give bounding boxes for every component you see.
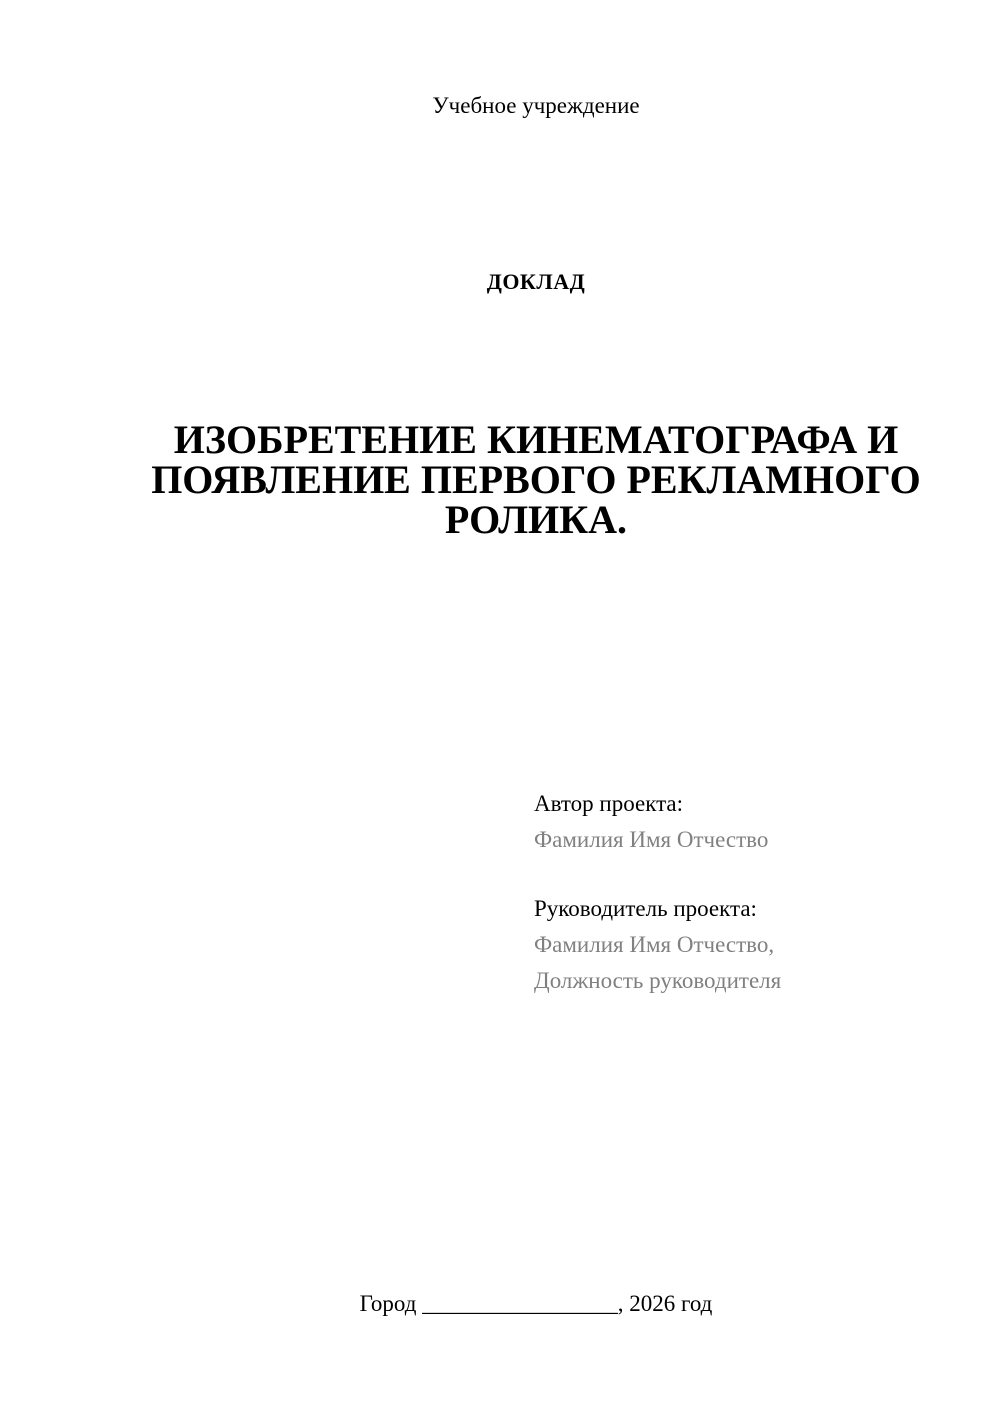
supervisor-label: Руководитель проекта:	[534, 896, 757, 921]
report-title-line: ПОЯВЛЕНИЕ ПЕРВОГО РЕКЛАМНОГО	[151, 457, 921, 502]
city-year-line: Город _________________, 2026 год	[359, 1291, 713, 1316]
supervisor-block	[534, 891, 974, 999]
supervisor-position-placeholder: Должность руководителя	[534, 968, 782, 993]
report-title-line: РОЛИКА.	[444, 497, 628, 542]
supervisor-name-placeholder: Фамилия Имя Отчество,	[534, 932, 775, 957]
institution-name: Учебное учреждение	[432, 93, 640, 118]
document-type: ДОКЛАД	[486, 269, 586, 294]
author-block	[534, 786, 974, 858]
report-title-line: ИЗОБРЕТЕНИЕ КИНЕМАТОГРАФА И	[173, 417, 899, 462]
author-name-placeholder: Фамилия Имя Отчество	[534, 827, 769, 852]
report-title	[130, 417, 942, 542]
author-label: Автор проекта:	[534, 791, 683, 816]
